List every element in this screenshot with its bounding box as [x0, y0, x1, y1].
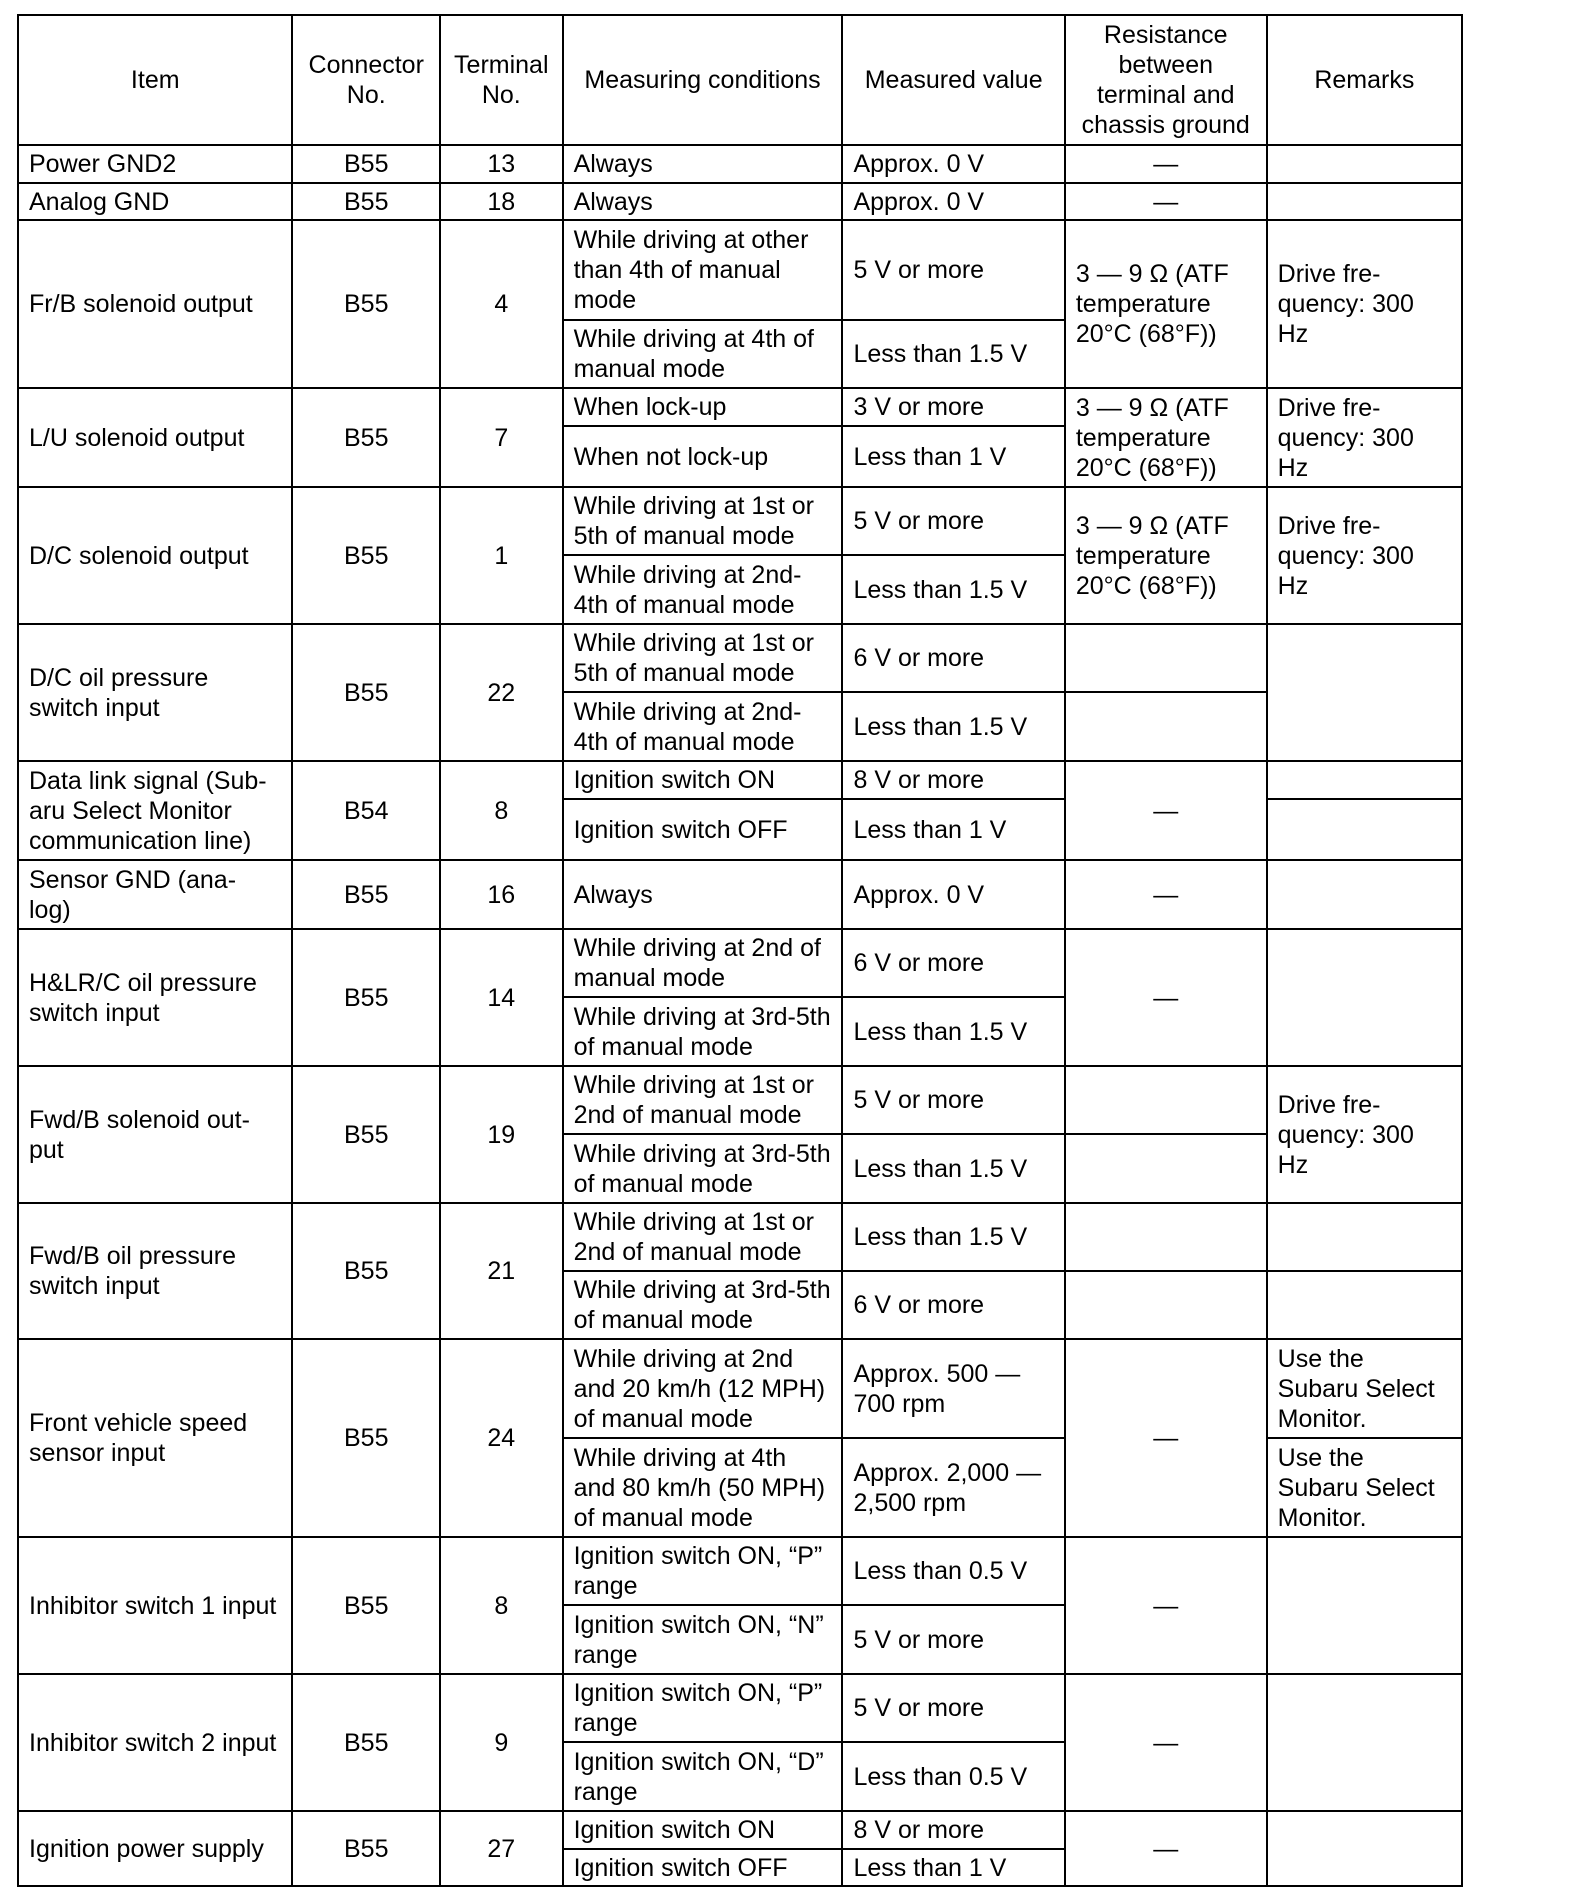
terminal-cell: 24	[440, 1339, 563, 1537]
terminal-cell: 21	[440, 1203, 563, 1339]
value-cell: Less than 1.5 V	[842, 692, 1064, 761]
connector-cell: B55	[292, 1339, 440, 1537]
item-cell: Power GND2	[18, 145, 292, 183]
remarks-cell: Use the Subaru Select Monitor.	[1267, 1339, 1462, 1438]
remarks-cell: Drive fre- quency: 300 Hz	[1267, 388, 1462, 487]
condition-cell: Ignition switch OFF	[563, 1849, 843, 1886]
item-cell: D/C oil pressure switch input	[18, 624, 292, 761]
table-row	[18, 220, 1462, 320]
item-cell: Front vehicle speed sensor input	[18, 1339, 292, 1537]
resistance-cell	[1065, 1271, 1267, 1339]
resistance-cell: —	[1065, 929, 1267, 1066]
terminal-cell: 8	[440, 761, 563, 860]
condition-cell: Ignition switch ON, “P” range	[563, 1674, 843, 1742]
value-cell: 5 V or more	[842, 487, 1064, 555]
condition-cell: While driving at 1st or 5th of manual mode	[563, 487, 843, 555]
terminal-cell: 7	[440, 388, 563, 487]
remarks-cell: Drive fre- quency: 300 Hz	[1267, 1066, 1462, 1203]
condition-cell: While driving at 1st or 5th of manual mode	[563, 624, 843, 692]
resistance-cell: —	[1065, 860, 1267, 929]
item-cell: Fwd/B oil pressure switch input	[18, 1203, 292, 1339]
terminal-cell: 22	[440, 624, 563, 761]
condition-cell: Ignition switch ON, “N” range	[563, 1605, 843, 1674]
connector-cell: B55	[292, 183, 440, 220]
value-cell: Approx. 0 V	[842, 183, 1064, 220]
condition-cell: Always	[563, 860, 843, 929]
value-cell: 5 V or more	[842, 1066, 1064, 1134]
resistance-cell: —	[1065, 1811, 1267, 1886]
header-row	[18, 15, 1462, 145]
connector-cell: B55	[292, 860, 440, 929]
value-cell: Approx. 2,000 — 2,500 rpm	[842, 1438, 1064, 1537]
terminal-cell: 9	[440, 1674, 563, 1811]
header-remarks: Remarks	[1267, 15, 1462, 145]
table-row	[18, 183, 1462, 220]
remarks-cell	[1267, 183, 1462, 220]
item-cell: L/U solenoid output	[18, 388, 292, 487]
value-cell: 6 V or more	[842, 624, 1064, 692]
condition-cell: While driving at 3rd-5th of manual mode	[563, 1134, 843, 1203]
table-row	[18, 929, 1462, 997]
value-cell: Less than 0.5 V	[842, 1537, 1064, 1605]
header-value: Measured value	[842, 15, 1064, 145]
item-cell: Sensor GND (ana- log)	[18, 860, 292, 929]
value-cell: 3 V or more	[842, 388, 1064, 426]
connector-cell: B54	[292, 761, 440, 860]
value-cell: Less than 1.5 V	[842, 1203, 1064, 1271]
table-row	[18, 1811, 1462, 1849]
remarks-cell: Drive fre- quency: 300 Hz	[1267, 487, 1462, 624]
terminal-cell: 8	[440, 1537, 563, 1674]
condition-cell: Ignition switch ON, “P” range	[563, 1537, 843, 1605]
condition-cell: Ignition switch ON	[563, 761, 843, 799]
remarks-cell	[1267, 1203, 1462, 1271]
item-cell: Data link signal (Sub- aru Select Monitor communication line)	[18, 761, 292, 860]
item-cell: Fwd/B solenoid out- put	[18, 1066, 292, 1203]
resistance-cell: —	[1065, 1537, 1267, 1674]
condition-cell: Always	[563, 145, 843, 183]
remarks-cell	[1267, 929, 1462, 1066]
condition-cell: Ignition switch OFF	[563, 799, 843, 860]
item-cell: Inhibitor switch 2 input	[18, 1674, 292, 1811]
value-cell: Less than 1.5 V	[842, 320, 1064, 388]
value-cell: Approx. 500 — 700 rpm	[842, 1339, 1064, 1438]
value-cell: Less than 1.5 V	[842, 997, 1064, 1066]
remarks-cell	[1267, 1674, 1462, 1811]
terminal-cell: 4	[440, 220, 563, 388]
condition-cell: While driving at 1st or 2nd of manual mode	[563, 1203, 843, 1271]
remarks-cell	[1267, 1811, 1462, 1886]
value-cell: Less than 0.5 V	[842, 1742, 1064, 1811]
terminal-cell: 16	[440, 860, 563, 929]
connector-cell: B55	[292, 624, 440, 761]
item-cell: Inhibitor switch 1 input	[18, 1537, 292, 1674]
resistance-cell: —	[1065, 183, 1267, 220]
value-cell: Approx. 0 V	[842, 145, 1064, 183]
header-conditions: Measuring conditions	[563, 15, 843, 145]
item-cell: Fr/B solenoid output	[18, 220, 292, 388]
remarks-cell: Drive fre- quency: 300 Hz	[1267, 220, 1462, 388]
remarks-cell	[1267, 1537, 1462, 1674]
remarks-cell	[1267, 624, 1462, 761]
remarks-cell	[1267, 145, 1462, 183]
table-row	[18, 487, 1462, 555]
value-cell: 8 V or more	[842, 1811, 1064, 1849]
value-cell: Less than 1.5 V	[842, 1134, 1064, 1203]
value-cell: 5 V or more	[842, 220, 1064, 320]
value-cell: 6 V or more	[842, 1271, 1064, 1339]
table-row	[18, 1674, 1462, 1742]
condition-cell: While driving at 4th and 80 km/h (50 MPH) of manual mode	[563, 1438, 843, 1537]
connector-cell: B55	[292, 1203, 440, 1339]
resistance-cell: 3 — 9 Ω (ATF temperature 20°C (68°F))	[1065, 487, 1267, 624]
resistance-cell: —	[1065, 1339, 1267, 1537]
remarks-cell	[1267, 1271, 1462, 1339]
resistance-cell	[1065, 1134, 1267, 1203]
table-row	[18, 1066, 1462, 1134]
terminal-cell: 1	[440, 487, 563, 624]
item-cell: Ignition power supply	[18, 1811, 292, 1886]
condition-cell: While driving at 2nd and 20 km/h (12 MPH) of manual mode	[563, 1339, 843, 1438]
header-connector: Connector No.	[292, 15, 440, 145]
condition-cell: While driving at 2nd- 4th of manual mode	[563, 555, 843, 624]
table-row	[18, 1339, 1462, 1438]
condition-cell: While driving at 2nd- 4th of manual mode	[563, 692, 843, 761]
resistance-cell: —	[1065, 1674, 1267, 1811]
resistance-cell: —	[1065, 145, 1267, 183]
table-row	[18, 1537, 1462, 1605]
resistance-cell	[1065, 692, 1267, 761]
table-row	[18, 145, 1462, 183]
resistance-cell: —	[1065, 761, 1267, 860]
connector-cell: B55	[292, 1066, 440, 1203]
terminal-cell: 13	[440, 145, 563, 183]
item-cell: Analog GND	[18, 183, 292, 220]
condition-cell: While driving at other than 4th of manual mode	[563, 220, 843, 320]
table-row	[18, 388, 1462, 426]
terminal-cell: 18	[440, 183, 563, 220]
condition-cell: When not lock-up	[563, 426, 843, 487]
connector-cell: B55	[292, 487, 440, 624]
condition-cell: Always	[563, 183, 843, 220]
resistance-cell	[1065, 624, 1267, 692]
remarks-cell: Use the Subaru Select Monitor.	[1267, 1438, 1462, 1537]
remarks-cell	[1267, 799, 1462, 860]
item-cell: D/C solenoid output	[18, 487, 292, 624]
value-cell: 5 V or more	[842, 1674, 1064, 1742]
connector-cell: B55	[292, 145, 440, 183]
remarks-cell	[1267, 860, 1462, 929]
value-cell: 5 V or more	[842, 1605, 1064, 1674]
table-row	[18, 761, 1462, 799]
value-cell: 6 V or more	[842, 929, 1064, 997]
terminal-cell: 19	[440, 1066, 563, 1203]
connector-cell: B55	[292, 1811, 440, 1886]
header-terminal: Terminal No.	[440, 15, 563, 145]
value-cell: Approx. 0 V	[842, 860, 1064, 929]
condition-cell: Ignition switch ON	[563, 1811, 843, 1849]
value-cell: Less than 1 V	[842, 1849, 1064, 1886]
terminal-cell: 14	[440, 929, 563, 1066]
table-row	[18, 860, 1462, 929]
condition-cell: While driving at 1st or 2nd of manual mode	[563, 1066, 843, 1134]
condition-cell: While driving at 3rd-5th of manual mode	[563, 997, 843, 1066]
connector-cell: B55	[292, 388, 440, 487]
condition-cell: While driving at 2nd of manual mode	[563, 929, 843, 997]
condition-cell: When lock-up	[563, 388, 843, 426]
item-cell: H&LR/C oil pressure switch input	[18, 929, 292, 1066]
connector-cell: B55	[292, 929, 440, 1066]
resistance-cell: 3 — 9 Ω (ATF temperature 20°C (68°F))	[1065, 388, 1267, 487]
table-row	[18, 624, 1462, 692]
remarks-cell	[1267, 761, 1462, 799]
header-resistance: Resistance between terminal and chassis ground	[1065, 15, 1267, 145]
resistance-cell	[1065, 1203, 1267, 1271]
condition-cell: Ignition switch ON, “D” range	[563, 1742, 843, 1811]
header-item: Item	[18, 15, 292, 145]
value-cell: Less than 1 V	[842, 426, 1064, 487]
table-row	[18, 1203, 1462, 1271]
terminal-table	[17, 14, 1463, 1887]
resistance-cell	[1065, 1066, 1267, 1134]
connector-cell: B55	[292, 220, 440, 388]
condition-cell: While driving at 4th of manual mode	[563, 320, 843, 388]
terminal-cell: 27	[440, 1811, 563, 1886]
value-cell: Less than 1 V	[842, 799, 1064, 860]
value-cell: 8 V or more	[842, 761, 1064, 799]
condition-cell: While driving at 3rd-5th of manual mode	[563, 1271, 843, 1339]
connector-cell: B55	[292, 1537, 440, 1674]
resistance-cell: 3 — 9 Ω (ATF temperature 20°C (68°F))	[1065, 220, 1267, 388]
value-cell: Less than 1.5 V	[842, 555, 1064, 624]
connector-cell: B55	[292, 1674, 440, 1811]
